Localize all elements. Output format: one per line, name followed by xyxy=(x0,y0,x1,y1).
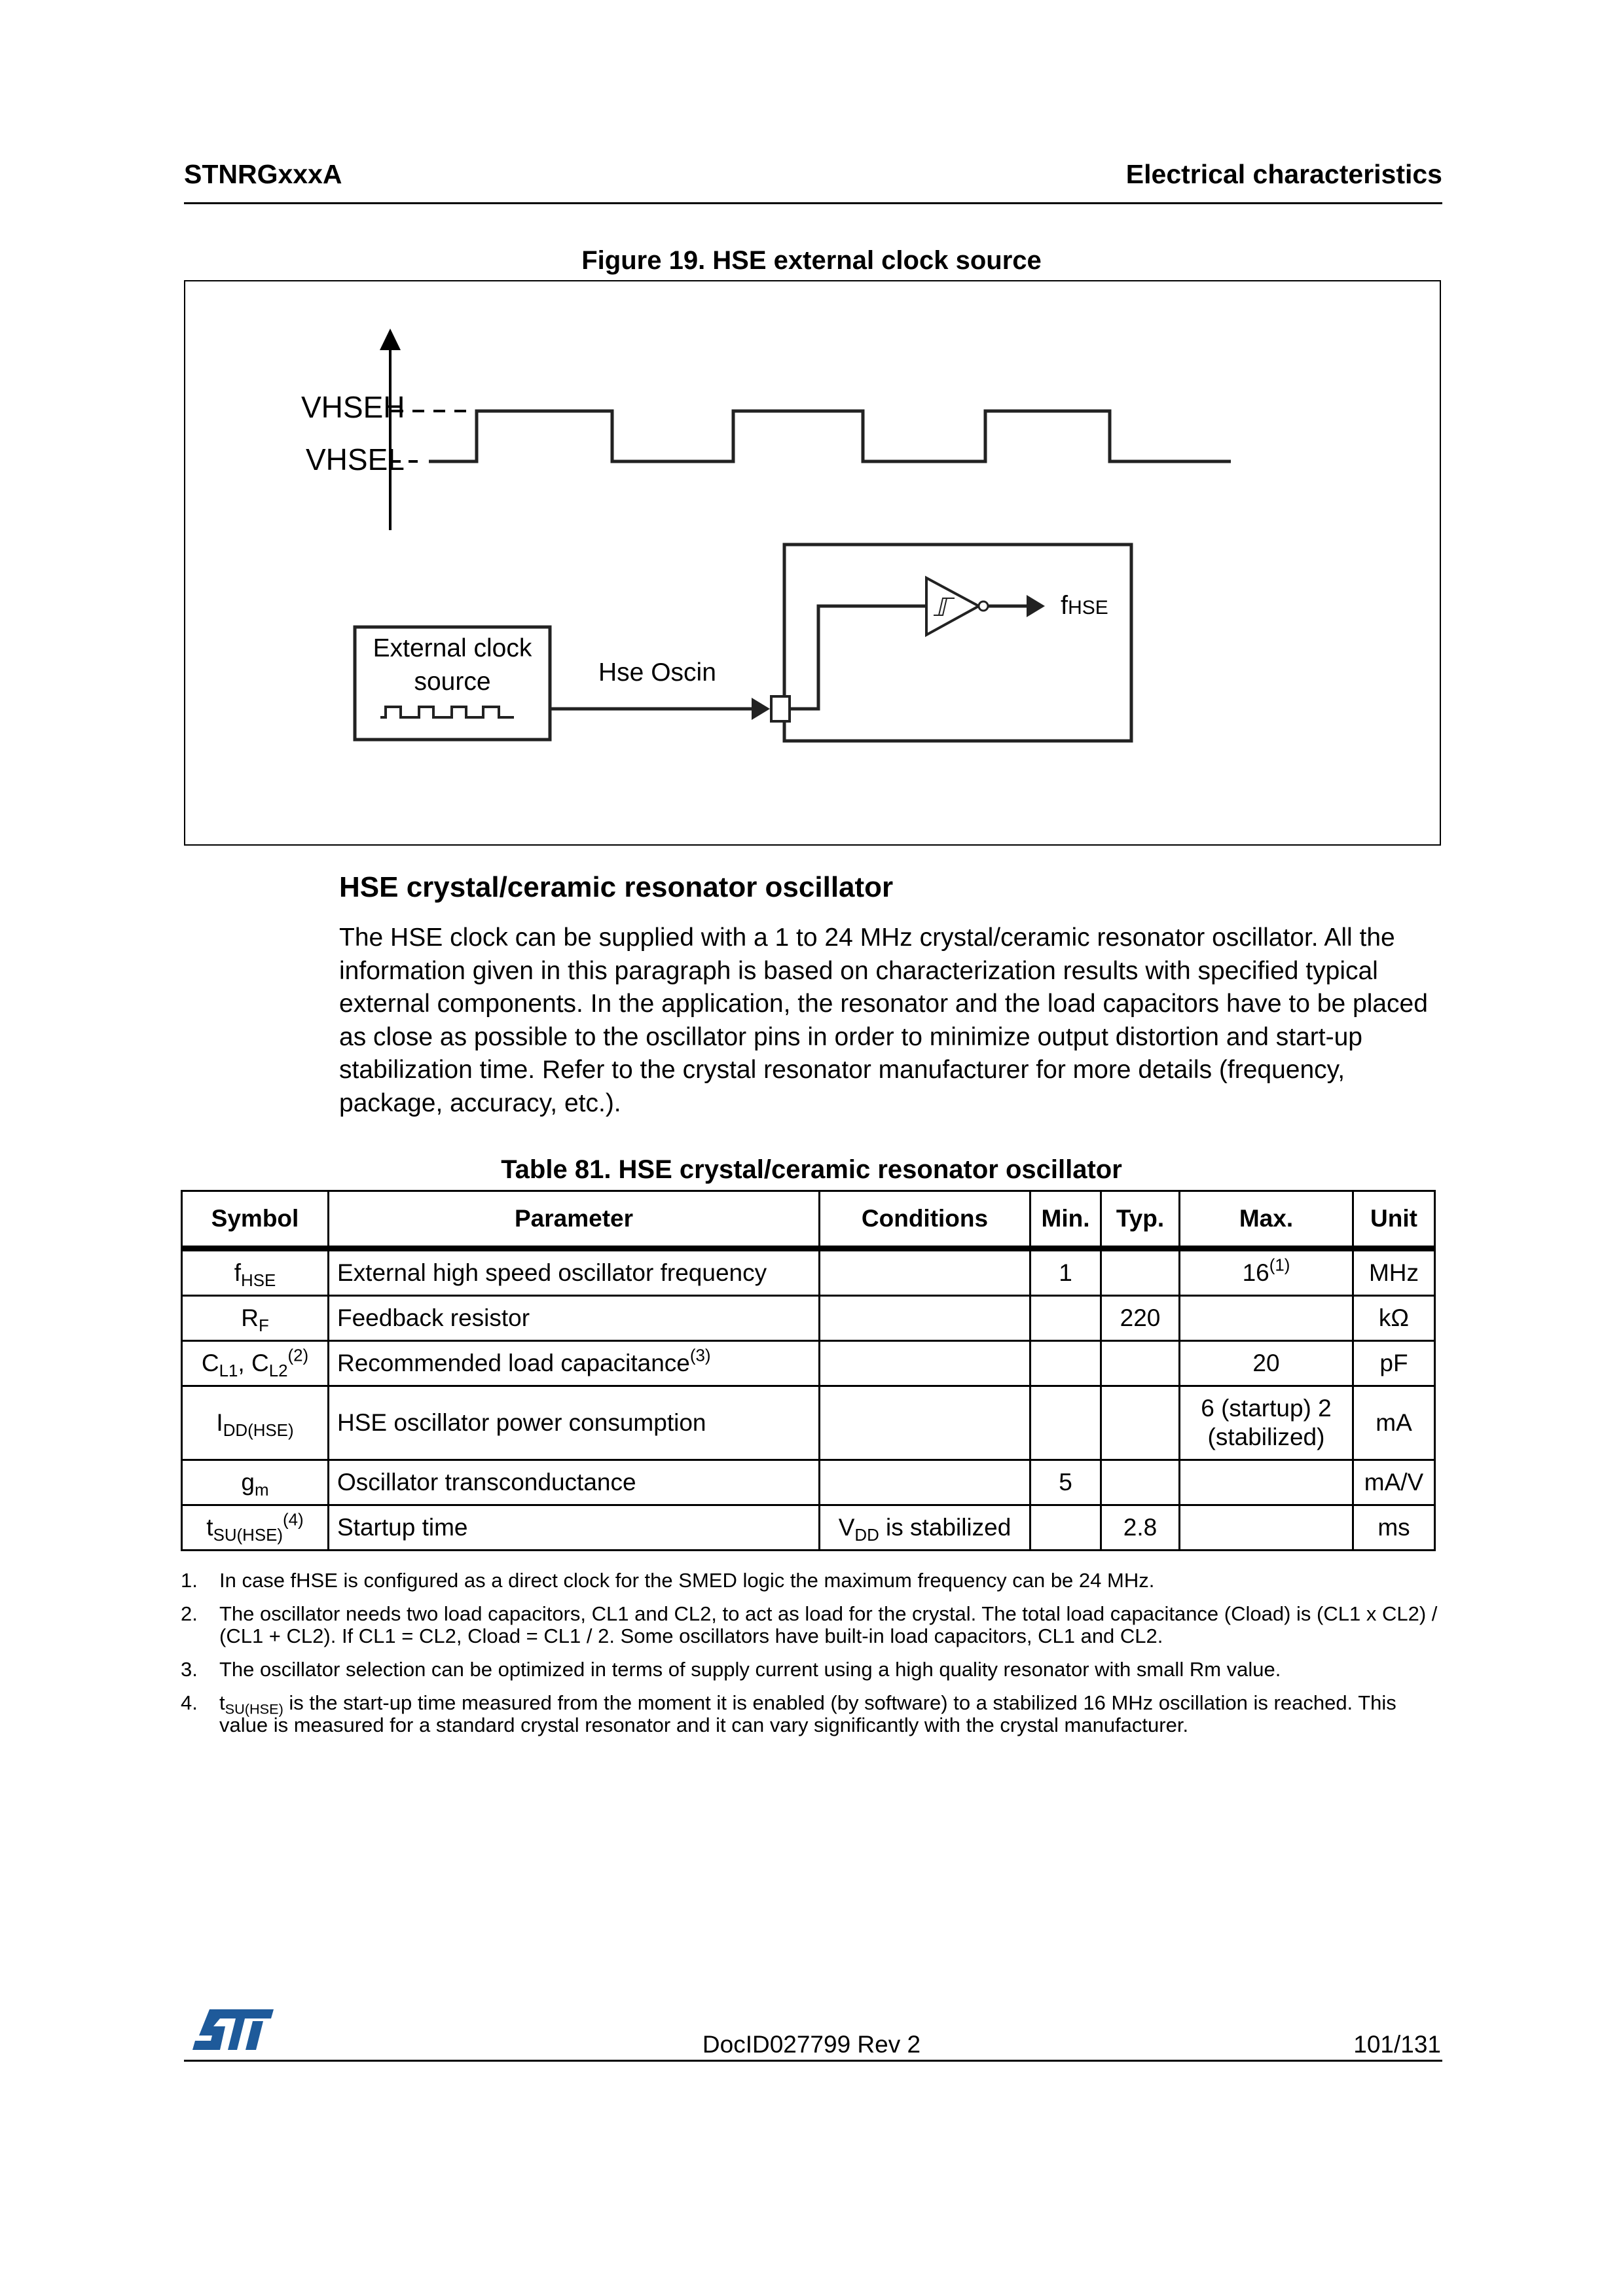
cell-max: 16$^{(1)}$ xyxy=(1180,1249,1353,1296)
cell-symbol: $C_{L1}$, $C_{L2}^{(2)}$ xyxy=(182,1341,329,1386)
cell-min xyxy=(1030,1341,1101,1386)
footnote xyxy=(181,1570,1444,1592)
col-header-min: Min. xyxy=(1030,1191,1101,1249)
internal-wire xyxy=(790,606,928,709)
output-arrow-icon xyxy=(1027,595,1045,617)
header-product-name: STNRGxxxA xyxy=(184,159,342,189)
section-paragraph: The HSE clock can be supplied with a 1 to 24 MHz crystal/ceramic resonator oscillator. All the information given in this paragraph is based on characterization results with specified typical external components. In the application, the resonator and the load capacitors have to be placed as close as possible to the oscillator pins in order to minimize output distortion and start-up stabilization time. Refer to the crystal resonator manufacturer for more details (frequency, package, accuracy, etc.). xyxy=(339,924,1428,1117)
table-title: Table 81. HSE crystal/ceramic resonator oscillator xyxy=(501,1155,1122,1184)
cell-min: 5 xyxy=(1030,1460,1101,1505)
cell-unit: mA/V xyxy=(1353,1460,1435,1505)
cell-max xyxy=(1180,1460,1353,1505)
clock-waveform xyxy=(429,411,1231,461)
schmitt-inverter-icon xyxy=(926,578,979,635)
spec-table xyxy=(181,1190,1436,1551)
cell-parameter: Feedback resistor xyxy=(329,1296,820,1341)
fhse-output-label: fHSE xyxy=(1061,591,1108,620)
cell-typ xyxy=(1101,1341,1180,1386)
col-header-max: Max. xyxy=(1180,1191,1353,1249)
cell-typ xyxy=(1101,1386,1180,1460)
table-row xyxy=(182,1296,1435,1341)
cell-unit: ms xyxy=(1353,1505,1435,1551)
header-rule xyxy=(184,202,1442,204)
cell-parameter: Recommended load capacitance$^{(3)}$ xyxy=(329,1341,820,1386)
footnote-number: 4. xyxy=(181,1691,198,1714)
footnote-text: $t_{SU(HSE)}$ is the start-up time measured from the moment it is enabled (by software) to a stabilized 16 MHz oscillation is reached. This value is measured for a standard crystal resonator and it can vary significantly with the crystal manufacturer. xyxy=(219,1691,1396,1736)
cell-typ xyxy=(1101,1460,1180,1505)
cell-conditions: $V_{DD}$ is stabilized xyxy=(820,1505,1030,1551)
mini-waveform-icon xyxy=(380,707,514,717)
cell-typ xyxy=(1101,1249,1180,1296)
section-title: HSE crystal/ceramic resonator oscillator xyxy=(339,871,894,903)
cell-max: 20 xyxy=(1180,1341,1353,1386)
footnote-text: The oscillator needs two load capacitors, CL1 and CL2, to act as load for the crystal. The total load capacitance (Cload) is (CL1 x CL2) / (CL1 + CL2). If CL1 = CL2, Cload = CL1 / 2. Some oscillators have built-in load capacitors, CL1 and CL2. xyxy=(219,1602,1438,1647)
cell-max xyxy=(1180,1296,1353,1341)
cell-parameter: External high speed oscillator frequency xyxy=(329,1249,820,1296)
mcu-block xyxy=(784,545,1131,741)
footnote-number: 1. xyxy=(181,1569,198,1592)
hse-oscin-label: Hse Oscin xyxy=(598,658,716,687)
vhsel-label: VHSEL xyxy=(306,442,405,476)
cell-min xyxy=(1030,1296,1101,1341)
cell-symbol: $f_{HSE}$ xyxy=(182,1249,329,1296)
cell-max: 6 (startup) 2 (stabilized) xyxy=(1180,1386,1353,1460)
cell-min xyxy=(1030,1505,1101,1551)
hse-clock-diagram xyxy=(185,281,1438,842)
col-header-typ: Typ. xyxy=(1101,1191,1180,1249)
cell-conditions xyxy=(820,1341,1030,1386)
cell-conditions xyxy=(820,1386,1030,1460)
cell-conditions xyxy=(820,1460,1030,1505)
col-header-symbol: Symbol xyxy=(182,1191,329,1249)
figure-title: Figure 19. HSE external clock source xyxy=(581,246,1042,275)
inverter-bubble-icon xyxy=(979,601,988,611)
footnote xyxy=(181,1603,1444,1647)
cell-symbol: $t_{SU(HSE)}^{(4)}$ xyxy=(182,1505,329,1551)
cell-min: 1 xyxy=(1030,1249,1101,1296)
table-row xyxy=(182,1249,1435,1296)
cell-typ: 2.8 xyxy=(1101,1505,1180,1551)
col-header-unit: Unit xyxy=(1353,1191,1435,1249)
external-clock-label-line2: source xyxy=(414,668,491,696)
table-header-row xyxy=(182,1191,1435,1249)
cell-unit: pF xyxy=(1353,1341,1435,1386)
cell-conditions xyxy=(820,1249,1030,1296)
cell-typ: 220 xyxy=(1101,1296,1180,1341)
footnote-number: 2. xyxy=(181,1602,198,1625)
cell-max xyxy=(1180,1505,1353,1551)
cell-symbol: $g_m$ xyxy=(182,1460,329,1505)
pin-pad xyxy=(771,696,790,721)
cell-unit: mA xyxy=(1353,1386,1435,1460)
footer-rule xyxy=(184,2060,1442,2062)
voltage-axis xyxy=(380,329,401,530)
vhseh-label: VHSEH xyxy=(301,390,405,424)
footnote-number: 3. xyxy=(181,1658,198,1681)
footer-page-number: 101/131 xyxy=(1353,2031,1441,2058)
cell-parameter: Oscillator transconductance xyxy=(329,1460,820,1505)
table-row xyxy=(182,1386,1435,1460)
cell-symbol: $R_F$ xyxy=(182,1296,329,1341)
footnote-text: In case fHSE is configured as a direct clock for the SMED logic the maximum frequency can be 24 MHz. xyxy=(219,1569,1155,1592)
axis-arrow-icon xyxy=(380,329,401,350)
table-footnotes xyxy=(181,1570,1444,1748)
external-clock-label-line1: External clock xyxy=(373,634,532,662)
cell-parameter: Startup time xyxy=(329,1505,820,1551)
cell-unit: MHz xyxy=(1353,1249,1435,1296)
table-row xyxy=(182,1505,1435,1551)
footer-doc-id: DocID027799 Rev 2 xyxy=(702,2031,921,2058)
cell-parameter: HSE oscillator power consumption xyxy=(329,1386,820,1460)
col-header-parameter: Parameter xyxy=(329,1191,820,1249)
footnote-text: The oscillator selection can be optimized in terms of supply current using a high quality resonator with small Rm value. xyxy=(219,1658,1281,1681)
footnote xyxy=(181,1692,1444,1736)
cell-min xyxy=(1030,1386,1101,1460)
table-row xyxy=(182,1341,1435,1386)
input-arrow-icon xyxy=(752,698,770,720)
table-row xyxy=(182,1460,1435,1505)
col-header-conditions: Conditions xyxy=(820,1191,1030,1249)
footnote xyxy=(181,1659,1444,1681)
cell-symbol: $I_{DD(HSE)}$ xyxy=(182,1386,329,1460)
cell-unit: kΩ xyxy=(1353,1296,1435,1341)
header-section-name: Electrical characteristics xyxy=(1125,159,1442,189)
cell-conditions xyxy=(820,1296,1030,1341)
